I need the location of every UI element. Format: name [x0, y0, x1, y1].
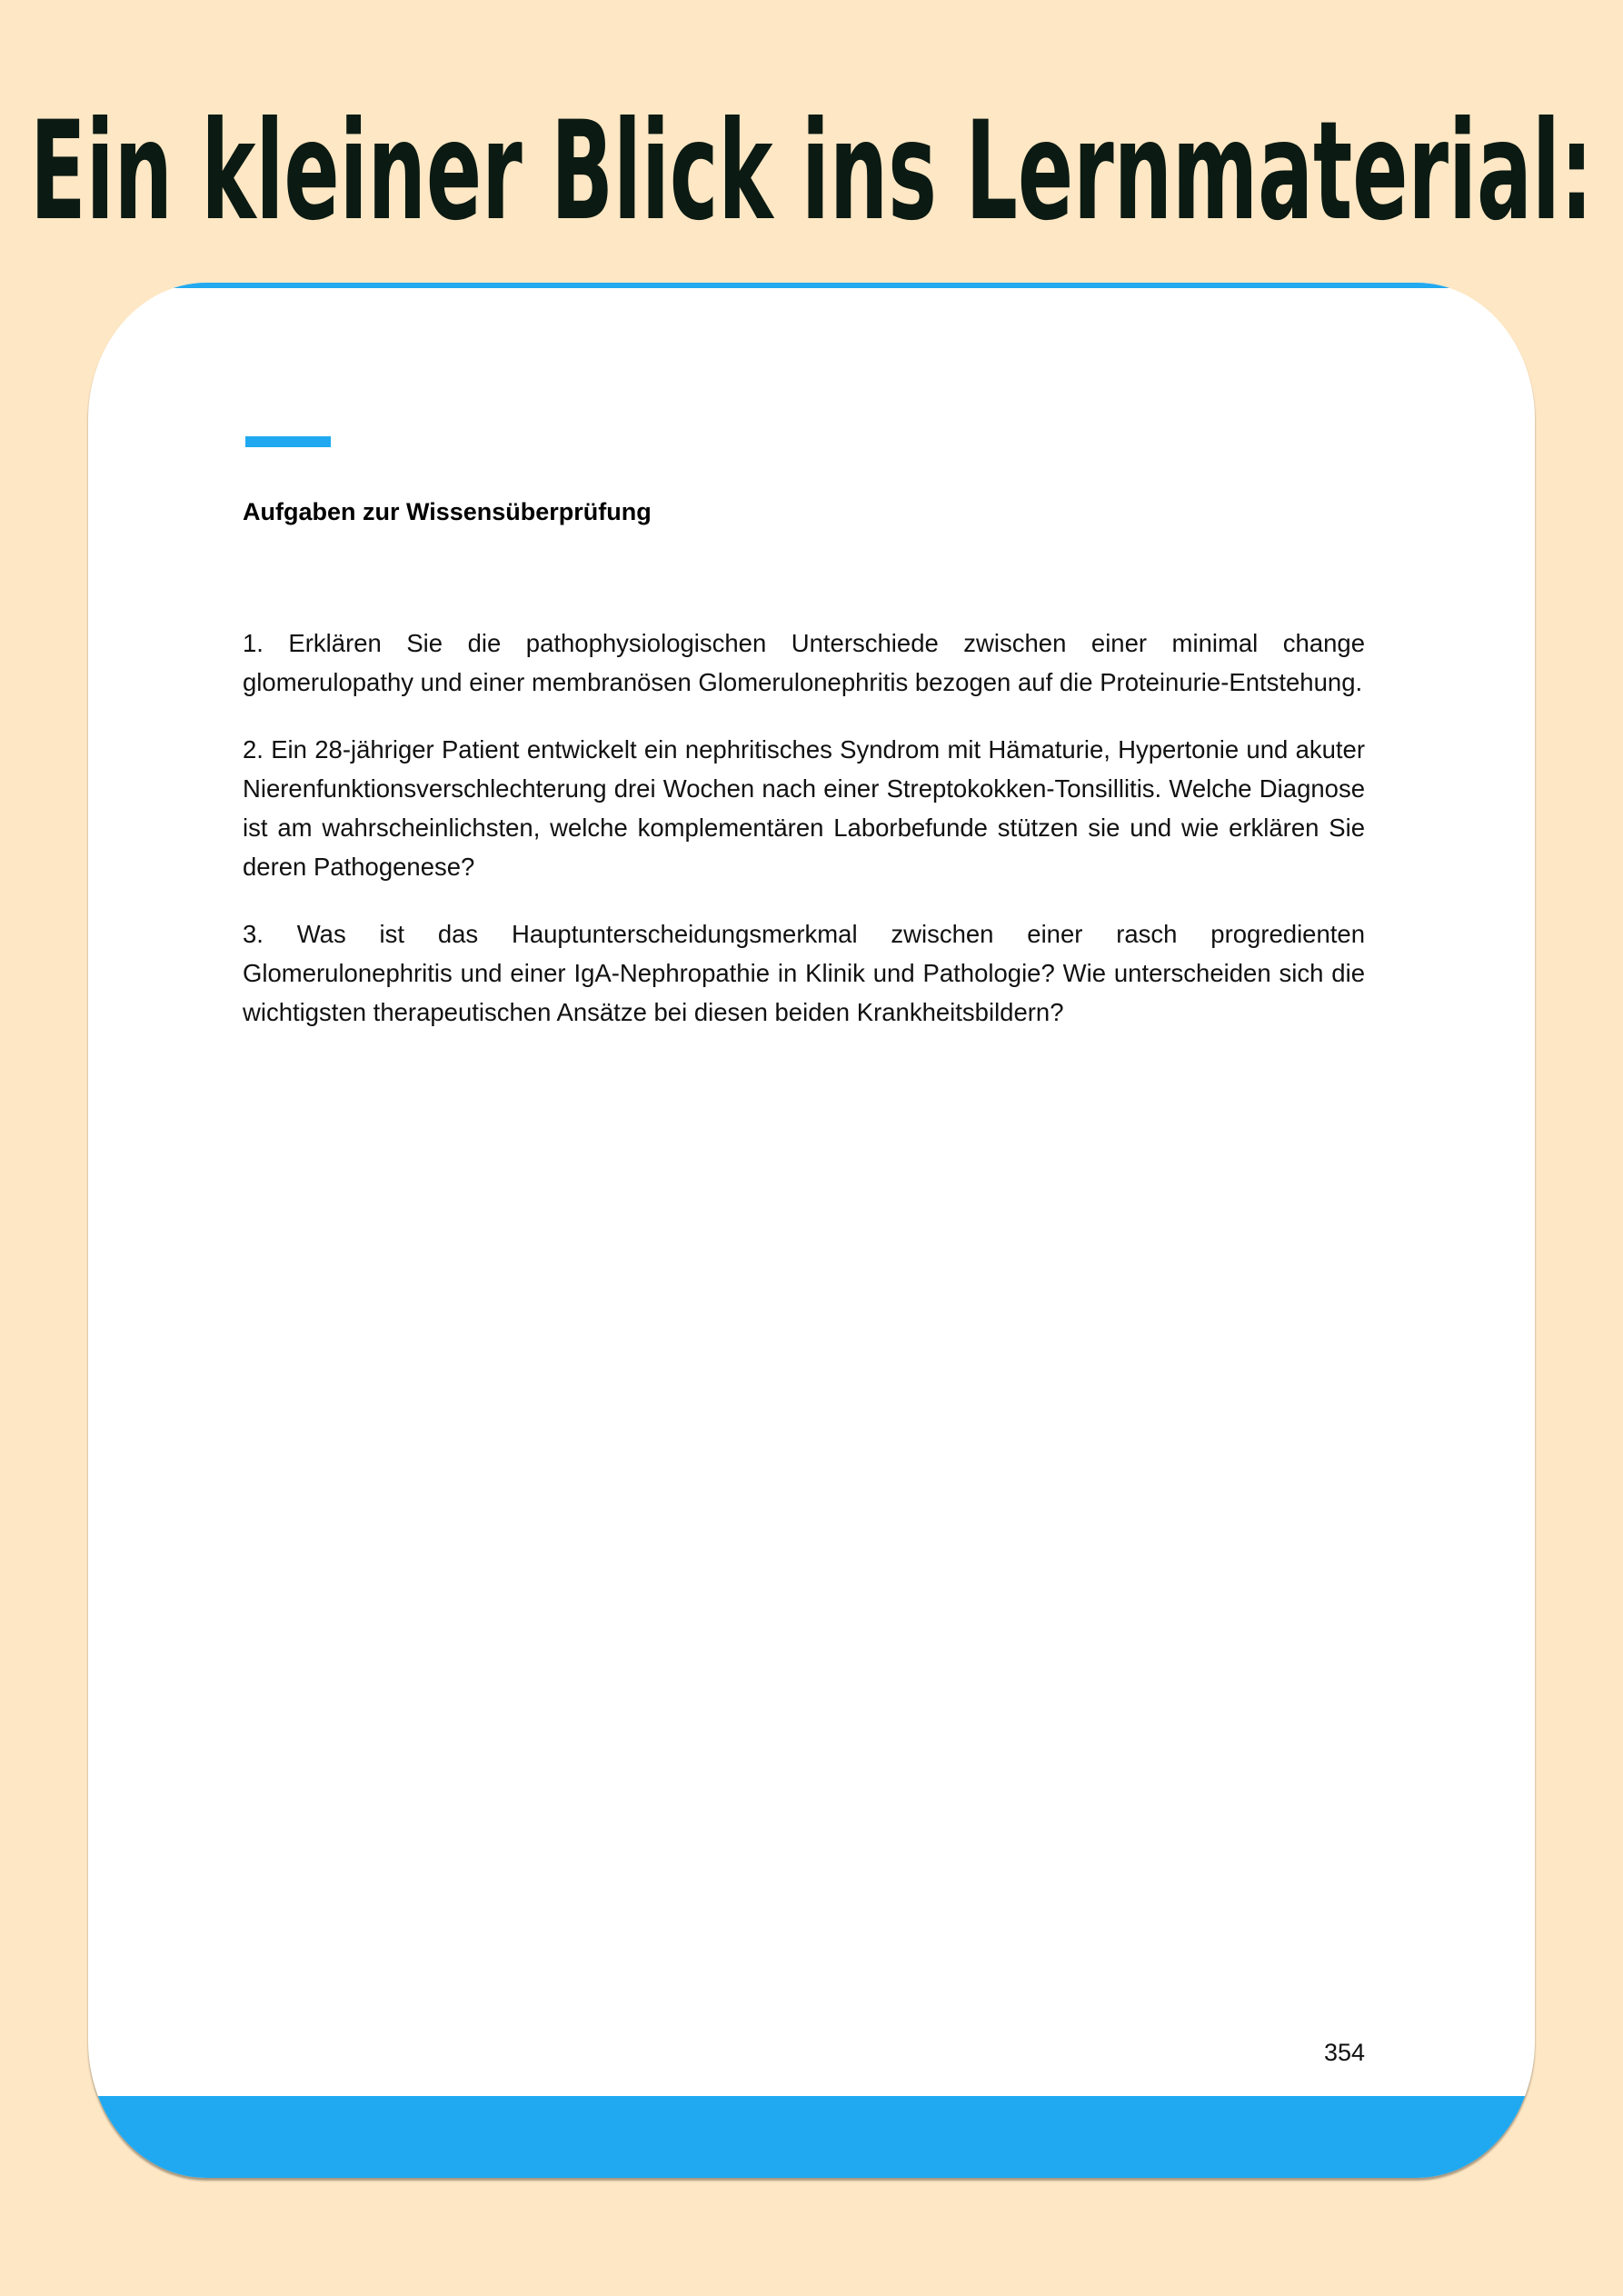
section-heading: Aufgaben zur Wissensüberprüfung [243, 498, 652, 525]
question-list [243, 624, 1365, 1060]
document-page-preview [88, 283, 1535, 2178]
accent-bar [245, 436, 331, 447]
question-item: 2. Ein 28-jähriger Patient entwickelt ein nephritisches Syndrom mit Hämaturie, Hypertonie und akuter Nierenfunktionsverschlechterung drei Wochen nach einer Streptokokken-Tonsillitis. Welche Diagnose ist am wahrscheinlichsten, welche komplementären Laborbefunde stützen sie und wie erklären Sie deren Pathogenese? [243, 735, 1365, 881]
page-number: 354 [1323, 2039, 1365, 2066]
banner-title [0, 91, 1623, 255]
question-item: 3. Was ist das Hauptunterscheidungsmerkmal zwischen einer rasch progredienten Glomerulonephritis und einer IgA-Nephropathie in Klinik und Pathologie? Wie unterscheiden sich die wichtigsten therapeutischen Ansätze bei diesen beiden Krankheitsbildern? [243, 920, 1365, 1026]
question-item: 1. Erklären Sie die pathophysiologischen Unterschiede zwischen einer minimal change glomerulopathy und einer membranösen Glomerulonephritis bezogen auf die Proteinurie-Entstehung. [243, 629, 1365, 696]
bottom-accent-band [88, 2096, 1535, 2178]
banner-title-text: Ein kleiner Blick ins Lernmaterial: [30, 93, 1593, 251]
top-accent-line [88, 283, 1535, 288]
